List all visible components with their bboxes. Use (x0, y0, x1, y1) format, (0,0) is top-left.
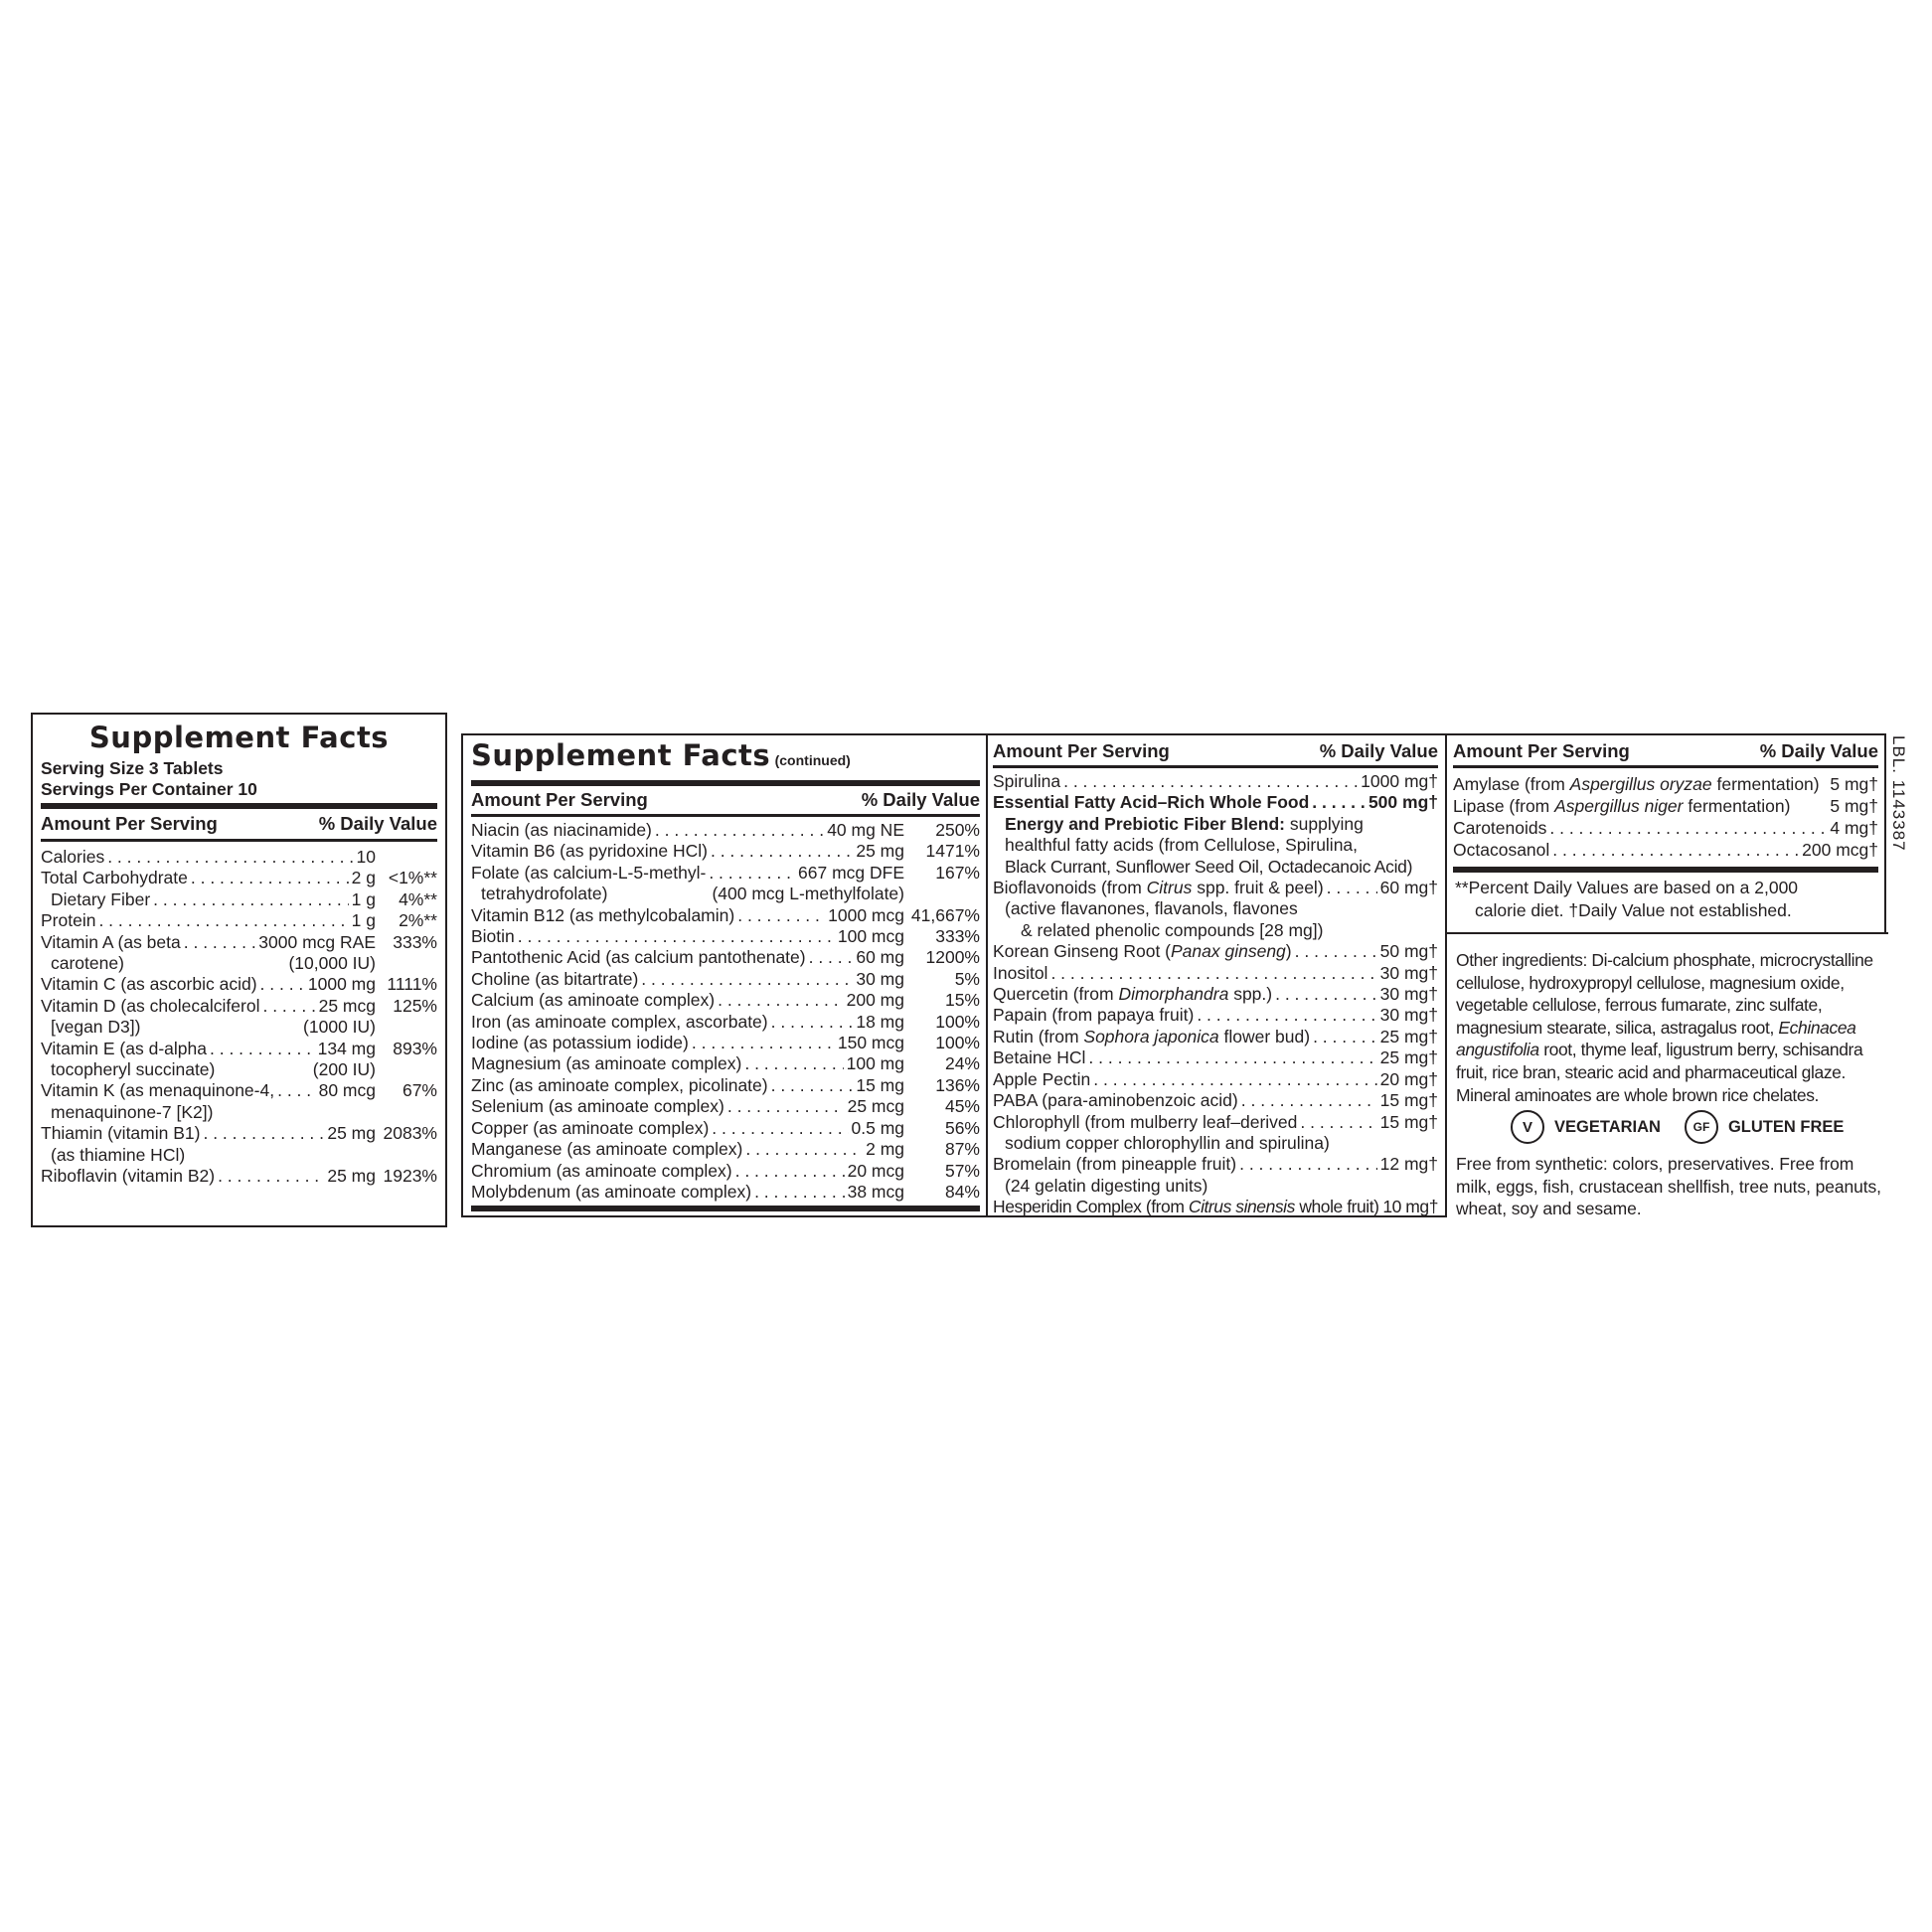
nutrient-name: Vitamin A (as beta (41, 931, 181, 952)
daily-value: 1471% (925, 841, 980, 862)
daily-value: 2%** (399, 910, 437, 931)
panel-title: Supplement Facts (471, 738, 771, 772)
table-row (471, 1012, 980, 1033)
nutrient-name: Folate (as calcium-L-5-methyl- (471, 862, 707, 883)
table-row (41, 1123, 437, 1144)
divider (1453, 765, 1878, 768)
list-item: Octacosanol . . . 200 mcg† (1453, 839, 1878, 861)
nutrient-amount: 10 (356, 847, 376, 867)
gluten-free-icon: GF (1685, 1110, 1718, 1144)
panel-title: Supplement Facts (88, 721, 390, 754)
daily-value: 1200% (925, 947, 980, 968)
list-item: Bromelain (from pineapple fruit) . . . 12 mg† (993, 1154, 1438, 1175)
nutrient-name: Molybdenum (as aminoate complex) (471, 1181, 752, 1202)
nutrient-amount: 200 mg (846, 990, 904, 1011)
nutrient-amount: 134 mg (317, 1038, 376, 1058)
table-row (471, 947, 980, 968)
supplement-facts-panel-main (31, 713, 447, 1227)
ingredient-list (993, 771, 1438, 1218)
list-item: Apple Pectin . . . 20 mg† (993, 1069, 1438, 1090)
daily-value: 57% (944, 1160, 980, 1181)
dv-header: % Daily Value (1319, 740, 1438, 761)
table-row (471, 969, 980, 990)
nutrient-amount: 18 mg (856, 1011, 904, 1032)
amount-header: Amount Per Serving (993, 740, 1170, 761)
nutrient-amount: 2 g (351, 868, 376, 888)
nutrient-name: Niacin (as niacinamide) (471, 820, 652, 840)
nutrient-amount: 3000 mcg RAE (258, 931, 376, 952)
nutrient-name: Zinc (as aminoate complex, picolinate) (471, 1074, 768, 1095)
vegetarian-label: VEGETARIAN (1554, 1117, 1661, 1136)
table-row (41, 932, 437, 953)
daily-value: 333% (393, 931, 437, 952)
free-from-statement: Free from synthetic: colors, preservatives. Free from milk, eggs, fish, crustacean shellfish, tree nuts, peanuts, wheat, soy and sesame. (1456, 1154, 1881, 1218)
nutrient-amount: 1 g (351, 910, 376, 931)
dv-header: % Daily Value (318, 813, 437, 834)
nutrient-name: Vitamin K (as menaquinone-4, (41, 1080, 275, 1101)
dv-header: % Daily Value (1759, 740, 1878, 761)
table-row (471, 1053, 980, 1074)
daily-value: 41,667% (910, 904, 980, 925)
nutrient-name: Vitamin D (as cholecalciferol (41, 995, 260, 1016)
nutrient-amount: 30 mg (856, 968, 904, 989)
table-row (471, 990, 980, 1011)
nutrient-name: Iron (as aminoate complex, ascorbate) (471, 1011, 768, 1032)
blend-description: Black Currant, Sunflower Seed Oil, Octadecanoic Acid) (1005, 856, 1413, 877)
divider (41, 803, 437, 809)
blend-description: Energy and Prebiotic Fiber Blend: supplying (1005, 813, 1364, 834)
nutrient-amount: 40 mg NE (827, 820, 904, 840)
list-item: Papain (from papaya fruit) . . . 30 mg† (993, 1005, 1438, 1026)
other-ingredients: Other ingredients: Di-calcium phosphate, microcrystalline cellulose, hydroxypropyl cellulose, magnesium oxide, vegetable cellulose, ferrous fumarate, zinc sulfate, magnesium stearate, silica, astragalus root, Echinacea angustifolia root, thyme leaf, ligustrum berry, schisandra fruit, rice bran, stearic acid and pharmaceutical glaze. Mineral aminoates are whole brown rice chelates. (1456, 950, 1873, 1105)
nutrient-amount: 100 mg (846, 1053, 904, 1074)
ingredient-list (1453, 773, 1878, 861)
nutrient-amount: 15 mg (856, 1074, 904, 1095)
daily-value: 67% (402, 1080, 437, 1101)
nutrient-name: Protein (41, 910, 96, 931)
nutrient-amount: 100 mcg (837, 926, 904, 947)
section-divider (1445, 932, 1888, 934)
continued-label: (continued) (774, 752, 851, 768)
nutrient-amount: 25 mcg (847, 1096, 904, 1117)
amount-header: Amount Per Serving (471, 789, 648, 810)
table-row (471, 926, 980, 947)
nutrient-amount: 1000 mg (307, 974, 376, 995)
nutrient-amount: 80 mcg (318, 1080, 376, 1101)
daily-value: 167% (935, 862, 980, 883)
amount-header: Amount Per Serving (41, 813, 218, 834)
nutrient-name: Vitamin C (as ascorbic acid) (41, 974, 257, 995)
table-row-sub: [vegan D3]) (1000 IU) (51, 1017, 376, 1038)
panel-2-column (471, 738, 980, 1211)
daily-value: 893% (393, 1038, 437, 1058)
nutrient-amount: 150 mcg (837, 1033, 904, 1053)
table-row-sub: tocopheryl succinate) (200 IU) (51, 1059, 376, 1080)
dv-header: % Daily Value (861, 789, 980, 810)
column-header (471, 788, 980, 812)
nutrient-name: Vitamin B12 (as methylcobalamin) (471, 904, 735, 925)
nutrient-amount: 667 mcg DFE (798, 862, 904, 883)
table-row (41, 1166, 437, 1187)
divider (1453, 867, 1878, 873)
nutrient-amount: 25 mg (856, 841, 904, 862)
table-row (471, 1075, 980, 1096)
nutrient-amount: 25 mg (327, 1166, 376, 1187)
column-header (41, 812, 437, 836)
list-item: Bioflavonoids (from Citrus spp. fruit & peel) . . . 60 mg† (993, 878, 1438, 898)
amount-header: Amount Per Serving (1453, 740, 1630, 761)
daily-value: 56% (944, 1117, 980, 1138)
diet-badges (1511, 1110, 1844, 1144)
table-row (471, 1161, 980, 1182)
list-item: Chlorophyll (from mulberry leaf–derived . . . 15 mg† (993, 1112, 1438, 1133)
nutrient-name: Selenium (as aminoate complex) (471, 1096, 724, 1117)
nutrient-amount: 25 mg (327, 1123, 376, 1144)
list-item-sub: (24 gelatin digesting units) (1005, 1175, 1208, 1196)
nutrient-name: Magnesium (as aminoate complex) (471, 1053, 742, 1074)
nutrient-name: Calcium (as aminoate complex) (471, 990, 716, 1011)
list-item: Essential Fatty Acid–Rich Whole Food . . . 500 mg† (993, 792, 1438, 813)
column-header (1453, 739, 1878, 763)
list-item: Carotenoids . . . 4 mg† (1453, 817, 1878, 839)
daily-value: 100% (935, 1011, 980, 1032)
daily-value: 125% (393, 995, 437, 1016)
list-item-sub: sodium copper chlorophyllin and spirulina) (1005, 1132, 1330, 1153)
table-row-sub: tetrahydrofolate) (400 mcg L-methylfolate) (481, 884, 904, 904)
table-row (41, 1039, 437, 1059)
table-row (41, 996, 437, 1017)
daily-value: <1%** (388, 868, 437, 888)
list-item-sub: & related phenolic compounds [28 mg]) (1021, 919, 1324, 940)
blend-description: healthful fatty acids (from Cellulose, Spirulina, (1005, 835, 1359, 856)
list-item-sub: (active flavanones, flavanols, flavones (1005, 898, 1298, 919)
nutrient-name: Riboflavin (vitamin B2) (41, 1166, 216, 1187)
nutrient-name: Copper (as aminoate complex) (471, 1117, 710, 1138)
daily-value: 250% (935, 820, 980, 840)
table-row (471, 1139, 980, 1160)
list-item: PABA (para-aminobenzoic acid) . . . 15 mg† (993, 1090, 1438, 1111)
list-item: Lipase (from Aspergillus niger fermentation) 5 mg† (1453, 796, 1878, 816)
nutrient-amount: 20 mcg (847, 1160, 904, 1181)
daily-value: 45% (944, 1096, 980, 1117)
daily-value: 1111% (387, 974, 437, 995)
table-row (471, 863, 980, 884)
table-row (41, 910, 437, 931)
divider (41, 839, 437, 842)
nutrient-name: Thiamin (vitamin B1) (41, 1123, 201, 1144)
table-row (471, 905, 980, 926)
daily-value: 136% (935, 1074, 980, 1095)
nutrient-name: Biotin (471, 926, 515, 947)
nutrient-name: Chromium (as aminoate complex) (471, 1160, 732, 1181)
footnote: calorie diet. †Daily Value not established. (1475, 899, 1792, 920)
nutrient-name: Manganese (as aminoate complex) (471, 1139, 743, 1160)
list-item: Korean Ginseng Root (Panax ginseng) . . . 50 mg† (993, 941, 1438, 962)
vegetarian-icon: V (1511, 1110, 1544, 1144)
table-row (41, 847, 437, 868)
table-row (471, 1096, 980, 1117)
list-item: Rutin (from Sophora japonica flower bud) . . . 25 mg† (993, 1027, 1438, 1047)
column-divider (1445, 733, 1447, 932)
nutrient-amount: 25 mcg (318, 995, 376, 1016)
table-row (471, 1182, 980, 1203)
list-item: Amylase (from Aspergillus oryzae fermentation) 5 mg† (1453, 774, 1878, 794)
gluten-free-label: GLUTEN FREE (1727, 1117, 1845, 1136)
column-divider (986, 733, 988, 1217)
footnote: **Percent Daily Values are based on a 2,000 (1455, 878, 1799, 897)
divider (471, 780, 980, 786)
divider (471, 814, 980, 817)
daily-value: 87% (944, 1139, 980, 1160)
nutrient-name: Vitamin E (as d-alpha (41, 1038, 207, 1058)
nutrient-name: Iodine (as potassium iodide) (471, 1033, 689, 1053)
list-item: Spirulina . . . 1000 mg† (993, 771, 1438, 792)
table-row (471, 841, 980, 862)
nutrient-name: Pantothenic Acid (as calcium pantothenate) (471, 947, 806, 968)
daily-value: 333% (935, 926, 980, 947)
panel-3-column (993, 739, 1438, 1218)
serving-size: Serving Size 3 Tablets (41, 758, 224, 778)
table-row-sub: carotene) (10,000 IU) (51, 953, 376, 974)
nutrient-name: Vitamin B6 (as pyridoxine HCl) (471, 841, 708, 862)
column-header (993, 739, 1438, 763)
nutrient-amount: 2 mg (866, 1139, 904, 1160)
divider (993, 765, 1438, 768)
nutrient-amount: 60 mg (856, 947, 904, 968)
nutrient-name: Calories (41, 847, 105, 867)
nutrient-amount: 1 g (351, 888, 376, 909)
servings-per-container: Servings Per Container 10 (41, 779, 257, 799)
table-row (471, 1033, 980, 1053)
table-row (41, 974, 437, 995)
nutrient-amount: 0.5 mg (851, 1117, 904, 1138)
nutrient-name: Dietary Fiber (51, 888, 151, 909)
nutrient-amount: 38 mcg (847, 1181, 904, 1202)
table-row (41, 1080, 437, 1101)
daily-value: 4%** (399, 888, 437, 909)
panel-2-title (471, 738, 980, 778)
daily-value: 84% (944, 1181, 980, 1202)
list-item: Hesperidin Complex (from Citrus sinensis whole fruit) 10 mg† (993, 1197, 1438, 1217)
daily-value: 2083% (383, 1123, 437, 1144)
daily-value: 15% (944, 990, 980, 1011)
list-item: Quercetin (from Dimorphandra spp.) . . . 30 mg† (993, 984, 1438, 1005)
nutrient-name: Choline (as bitartrate) (471, 968, 639, 989)
table-row (471, 820, 980, 841)
table-row-sub: (as thiamine HCl) (51, 1144, 186, 1165)
nutrient-list (471, 820, 980, 1203)
daily-value: 24% (944, 1053, 980, 1074)
nutrient-amount: 1000 mcg (828, 904, 904, 925)
panel-4-column (1453, 739, 1878, 921)
label-code: LBL. 1143387 (1889, 735, 1908, 852)
daily-value: 5% (954, 968, 980, 989)
column-divider (1445, 932, 1447, 1217)
table-row (41, 868, 437, 888)
table-row-sub: menaquinone-7 [K2]) (51, 1101, 214, 1122)
table-row (41, 889, 437, 910)
divider (471, 1206, 980, 1211)
table-row (471, 1118, 980, 1139)
list-item: Inositol . . . 30 mg† (993, 963, 1438, 984)
daily-value: 100% (935, 1033, 980, 1053)
list-item: Betaine HCl . . . 25 mg† (993, 1047, 1438, 1068)
daily-value: 1923% (383, 1166, 437, 1187)
nutrient-name: Total Carbohydrate (41, 868, 188, 888)
nutrient-list (41, 847, 437, 1188)
